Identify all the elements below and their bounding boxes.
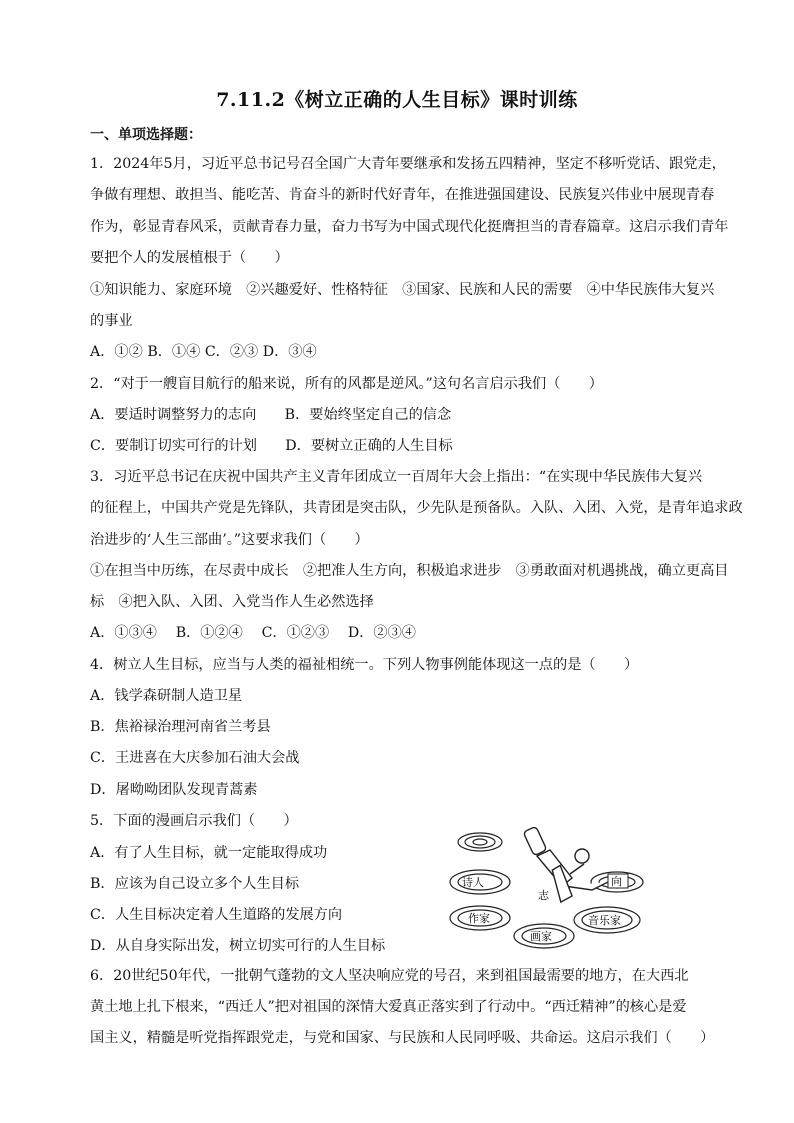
cartoon-label: 诗人 bbox=[462, 877, 484, 889]
cartoon-label: 志 bbox=[538, 890, 549, 902]
q4-option: B．焦裕禄治理河南省兰考县 bbox=[90, 719, 271, 735]
cartoon-label: 画家 bbox=[530, 931, 552, 943]
q1-line: 要把个人的发展植根于（ ） bbox=[90, 250, 289, 266]
q6-line: 6．20世纪50年代，一批朝气蓬勃的文人坚决响应党的号召，来到祖国最需要的地方，在大西北 bbox=[90, 968, 689, 984]
q2-options-row: A．要适时调整努力的志向 B．要始终坚定自己的信念 bbox=[90, 407, 452, 423]
q1-line: 1．2024年5月，习近平总书记号召全国广大青年要继承和发扬五四精神，坚定不移听党话、跟党走， bbox=[90, 156, 726, 172]
cartoon-label: 向 bbox=[611, 876, 622, 888]
q3-line: 治进步的‘人生三部曲’。”这要求我们（ ） bbox=[90, 532, 369, 548]
q5-option: A．有了人生目标，就一定能取得成功 bbox=[90, 845, 328, 861]
q5-option: C．人生目标决定着人生道路的发展方向 bbox=[90, 907, 343, 923]
cartoon-illustration bbox=[432, 816, 652, 956]
q5-option: D．从自身实际出发，树立切实可行的人生目标 bbox=[90, 938, 386, 954]
q2-stem: 2．“对于一艘盲目航行的船来说，所有的风都是逆风。”这句名言启示我们（ ） bbox=[90, 376, 603, 392]
page-title: 7.11.2《树立正确的人生目标》课时训练 bbox=[216, 89, 578, 111]
section-heading: 一、单项选择题： bbox=[90, 127, 202, 143]
q4-stem: 4．树立人生目标，应当与人类的福祉相统一。下列人物事例能体现这一点的是（ ） bbox=[90, 657, 639, 673]
q6-line: 国主义，精髓是听党指挥跟党走，与党和国家、与民族和人民同呼吸、共命运。这启示我们（ ） bbox=[90, 1030, 715, 1046]
q5-stem: 5．下面的漫画启示我们（ ） bbox=[90, 813, 298, 829]
cartoon-label: 作家 bbox=[468, 913, 490, 925]
q6-line: 黄土地上扎下根来，“西迁人”把对祖国的深情大爱真正落实到了行动中。“西迁精神”的核心是爱 bbox=[90, 999, 687, 1015]
q1-line: 争做有理想、敢担当、能吃苦、肯奋斗的新时代好青年，在推进强国建设、民族复兴伟业中展现青春 bbox=[90, 187, 715, 203]
q3-line: ①在担当中历练，在尽责中成长 ②把准人生方向，积极追求进步 ③勇敢面对机遇挑战，确立更高目 bbox=[90, 563, 729, 579]
q3-line: 标 ④把入队、入团、入党当作人生必然选择 bbox=[90, 594, 374, 610]
cartoon-label: 音乐家 bbox=[588, 915, 621, 927]
q1-line: ①知识能力、家庭环境 ②兴趣爱好、性格特征 ③国家、民族和人民的需要 ④中华民族伟大复兴 bbox=[90, 282, 715, 298]
q5-option: B．应该为自己设立多个人生目标 bbox=[90, 876, 300, 892]
q4-option: D．屠呦呦团队发现青蒿素 bbox=[90, 782, 258, 798]
q4-option: A．钱学森研制人造卫星 bbox=[90, 688, 243, 704]
q3-line: 3．习近平总书记在庆祝中国共产主义青年团成立一百周年大会上指出：“在实现中华民族伟大复兴 bbox=[90, 469, 703, 485]
q1-line: 作为，彰显青春风采，贡献青春力量，奋力书写为中国式现代化挺膺担当的青春篇章。这启示我们青年 bbox=[90, 219, 729, 235]
q4-option: C．王进喜在大庆参加石油大会战 bbox=[90, 750, 300, 766]
q3-line: 的征程上，中国共产党是先锋队，共青团是突击队，少先队是预备队。入队、入团、入党，是青年追求政 bbox=[90, 500, 743, 516]
q1-line: 的事业 bbox=[90, 313, 133, 329]
q3-options: A．①③④ B．①②④ C．①②③ D．②③④ bbox=[90, 625, 416, 641]
q2-options-row: C．要制订切实可行的计划 D．要树立正确的人生目标 bbox=[90, 438, 453, 454]
q1-options: A．①② B．①④ C．②③ D．③④ bbox=[90, 344, 317, 360]
